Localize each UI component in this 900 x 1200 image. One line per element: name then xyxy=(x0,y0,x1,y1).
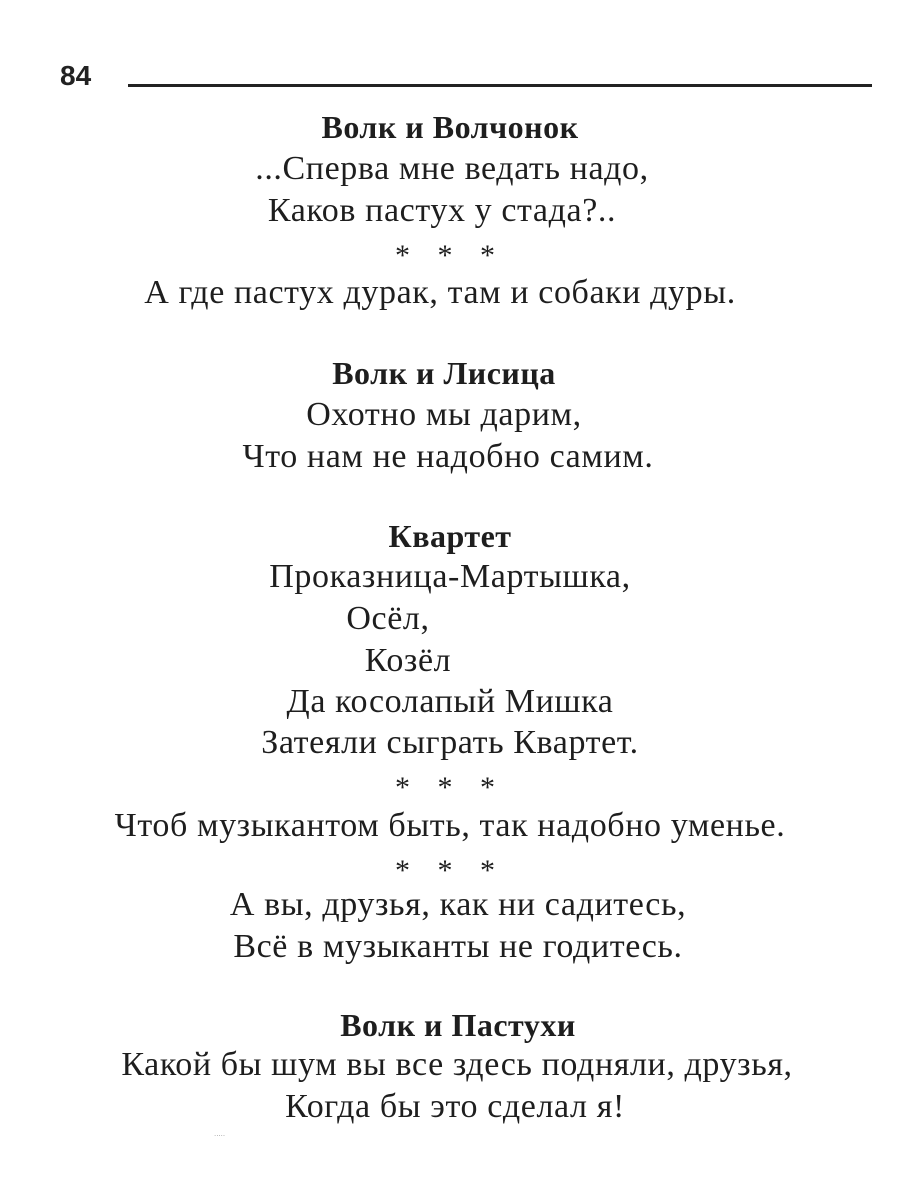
moral-line: А вы, друзья, как ни садитесь, xyxy=(229,886,687,923)
separator-stars: * * * xyxy=(395,239,505,272)
verse-line: Каков пастух у стада?.. xyxy=(267,192,617,229)
section-title: Квартет xyxy=(388,518,512,554)
verse-line: Да косолапый Мишка xyxy=(286,683,614,720)
verse-line: Что нам не надобно самим. xyxy=(242,438,654,475)
header-rule xyxy=(128,84,872,87)
verse-line: Осёл, xyxy=(346,600,430,637)
section-title: Волк и Лисица xyxy=(332,355,556,391)
verse-line: Затеяли сыграть Квартет. xyxy=(261,724,639,761)
section-title: Волк и Пастухи xyxy=(340,1007,576,1043)
moral-line: А где пастух дурак, там и собаки дуры. xyxy=(144,274,736,311)
moral-line: Чтоб музыкантом быть, так надобно уменье. xyxy=(114,807,786,844)
verse-line: Проказница-Мартышка, xyxy=(269,558,631,595)
moral-line: Всё в музыканты не годитесь. xyxy=(233,928,683,965)
verse-line: Козёл xyxy=(364,642,452,679)
page-number: 84 xyxy=(60,60,92,91)
printer-mark: ····· xyxy=(214,1132,226,1140)
verse-line: ...Сперва мне ведать надо, xyxy=(255,150,649,187)
verse-line: Охотно мы дарим, xyxy=(306,396,582,433)
separator-stars: * * * xyxy=(395,854,505,887)
section-title: Волк и Волчонок xyxy=(321,109,579,145)
verse-line: Какой бы шум вы все здесь подняли, друзья, xyxy=(121,1046,793,1083)
verse-line: Когда бы это сделал я! xyxy=(285,1088,625,1125)
page-header xyxy=(60,58,872,94)
separator-stars: * * * xyxy=(395,771,505,804)
